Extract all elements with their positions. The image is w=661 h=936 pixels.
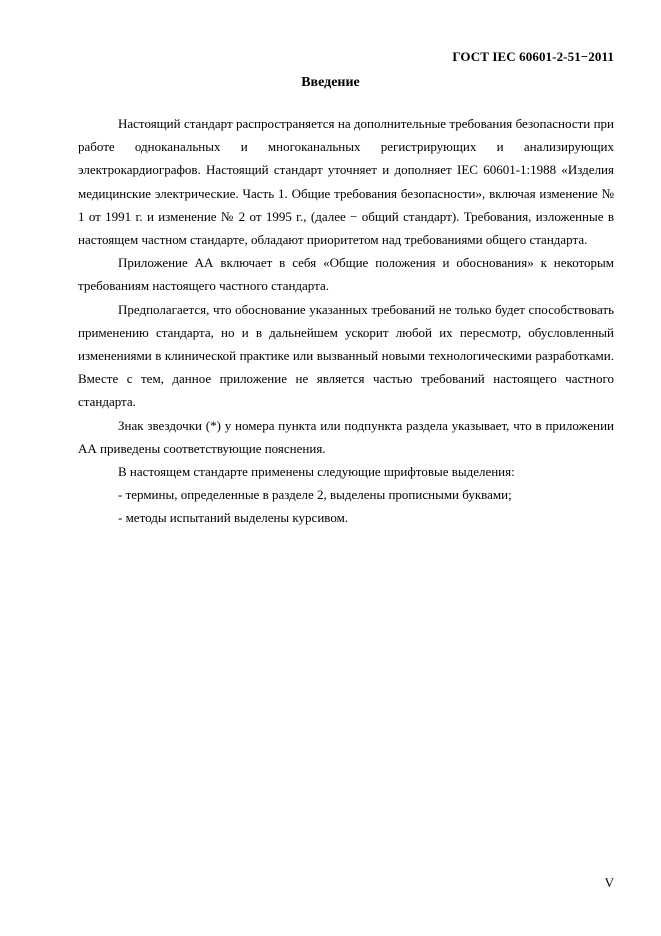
paragraph-font-intro: В настоящем стандарте применены следующие шрифтовые выделения: [118,464,515,480]
standard-code-header: ГОСТ IEC 60601-2-51−2011 [452,49,614,64]
page-number: V [604,875,614,890]
font-convention-item: - методы испытаний выделены курсивом. [118,510,349,526]
paragraph-scope: Настоящий стандарт распространяется на дополнительные требования безопасности при работе одноканальных и многоканальных регистрирующих и анализирующих электрокардиографов. Настоящий стандарт уточняет и дополняет IEC 60601-1:1988 «Изделия медицинские электрические. Часть 1. Общие требования безопасности», включая изменение № 1 от 1991 г. и изменение № 2 от 1995 г., (далее − общий стандарт). Требования, изложенные в настоящем частном стандарте, обладают приоритетом над требованиями общего стандарта. [78,116,614,248]
document-body [78,112,614,530]
paragraph-annex-aa: Приложение АА включает в себя «Общие положения и обоснования» к некоторым требованиям настоящего частного стандарта. [78,255,614,294]
paragraph-asterisk-note: Знак звездочки (*) у номера пункта или подпункта раздела указывает, что в приложении АА приведены соответствующие пояснения. [78,417,614,456]
paragraph-rationale: Предполагается, что обоснование указанных требований не только будет способствовать применению стандарта, но и в дальнейшем ускорит любой их пересмотр, обусловленный изменениями в клинической практике или вызванный новыми технологическими разработками. Вместе с тем, данное приложение не является частью требований настоящего частного стандарта. [78,301,614,410]
section-title: Введение [301,75,360,90]
font-convention-item: - термины, определенные в разделе 2, выделены прописными буквами; [118,487,512,503]
